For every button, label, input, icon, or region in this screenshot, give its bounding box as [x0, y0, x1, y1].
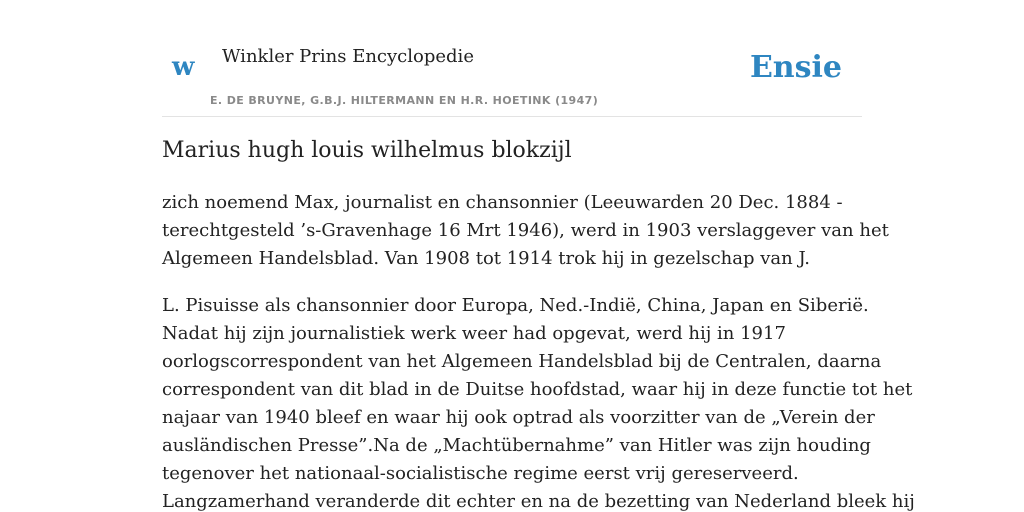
article-paragraph [162, 292, 915, 512]
article-paragraph [162, 189, 889, 273]
article [162, 138, 915, 512]
paragraph-line: Algemeen Handelsblad. Van 1908 tot 1914 trok hij in gezelschap van J. [162, 248, 810, 269]
book-authors: E. DE BRUYNE, G.B.J. HILTERMANN EN H.R. HOETINK (1947) [210, 94, 599, 107]
article-title: Marius hugh louis wilhelmus blokzijl [162, 138, 572, 163]
ensie-logo-link[interactable]: Ensie [749, 50, 842, 85]
paragraph-line: terechtgesteld ’s-Gravenhage 16 Mrt 1946), werd in 1903 verslaggever van het [162, 220, 889, 241]
book-title-link[interactable]: Winkler Prins Encyclopedie [222, 46, 474, 67]
paragraph-line: Nadat hij zijn journalistiek werk weer had opgevat, werd hij in 1917 [162, 323, 786, 344]
paragraph-line: correspondent van dit blad in de Duitse hoofdstad, waar hij in deze functie tot het [162, 379, 913, 400]
paragraph-line: zich noemend Max, journalist en chansonnier (Leeuwarden 20 Dec. 1884 - [162, 192, 843, 213]
paragraph-line: najaar van 1940 bleef en waar hij ook optrad als voorzitter van de „Verein der [162, 407, 875, 428]
paragraph-line: Langzamerhand veranderde dit echter en na de bezetting van Nederland bleek hij [162, 491, 915, 512]
paragraph-line: ausländischen Presse”.Na de „Machtübernahme” van Hitler was zijn houding [162, 435, 871, 456]
site-header [162, 0, 862, 117]
paragraph-line: oorlogscorrespondent van het Algemeen Handelsblad bij de Centralen, daarna [162, 351, 882, 372]
paragraph-line: tegenover het nationaal-socialistische regime eerst vrij gereserveerd. [162, 463, 799, 484]
encyclopedia-logo-icon[interactable]: w [172, 52, 195, 82]
paragraph-line: L. Pisuisse als chansonnier door Europa, Ned.-Indië, China, Japan en Siberië. [162, 295, 869, 316]
